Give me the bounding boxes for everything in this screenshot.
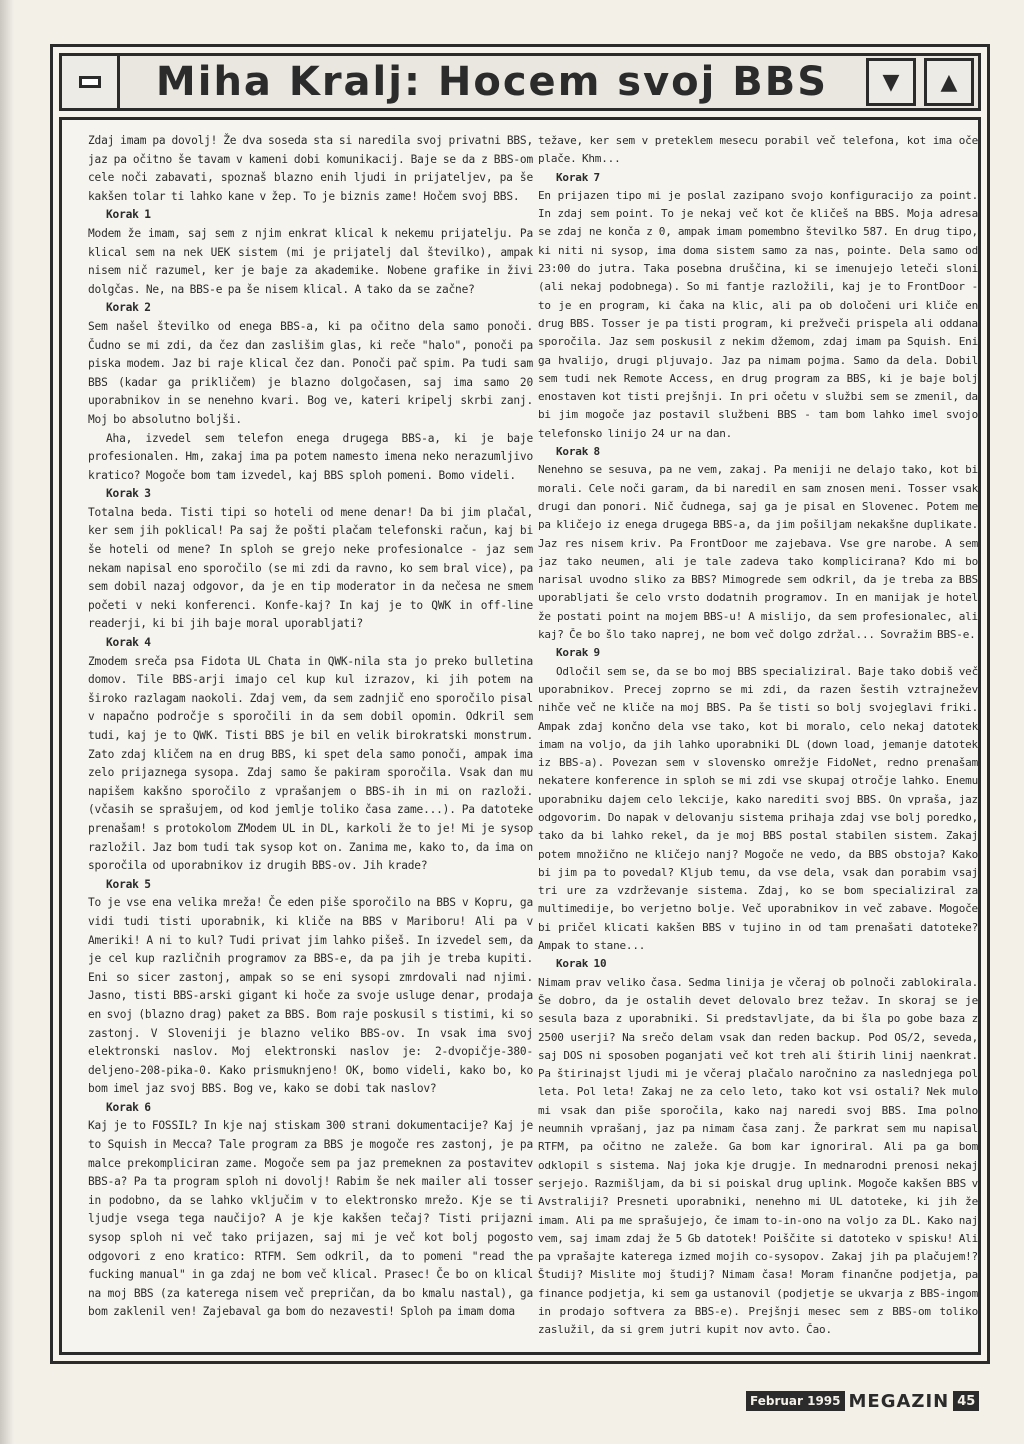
section-heading: Korak 3 [106, 487, 151, 501]
article-column-right [538, 132, 978, 1340]
triangle-down-icon: ▼ [882, 69, 900, 95]
page-footer [746, 1391, 979, 1411]
triangle-up-icon: ▲ [940, 69, 958, 95]
section-heading: Korak 7 [556, 170, 600, 184]
article-paragraph: Zdaj imam pa dovolj! Že dva soseda sta si naredila svoj privatni BBS, jaz pa očitno še tavam v kameni dobi komunikacij. Baje se da z BBS-om cele noči zabavati, spoznaš blazno enih ljudi in prijateljev, pa še kakšen tolar ti lahko kane v žep. To je biznis zame! Hočem svoj BBS. [88, 134, 533, 203]
section-heading: Korak 4 [106, 636, 151, 650]
page-edge-shadow [0, 0, 14, 1444]
article-paragraph: Totalna beda. Tisti tipi so hoteli od mene denar! Da bi jim plačal, ker sem jih poklical! Pa saj že pošti plačam telefonski račun, kaj bi še hoteli od mene? In sploh se grejo neke profesionalce - jaz sem nekam napisal eno sporočilo (se mi zdi da ravno, ko sem bral vice), pa sem dobil nazaj odgovor, da je en tip moderator in da nečesa ne smem početi v neki konferenci. Konfe-kaj? In kaj je to QWK in off-line readerji, ki bi jih baje moral uporabljati? [88, 505, 533, 631]
section-heading: Korak 9 [556, 646, 600, 660]
article-paragraph: Modem že imam, saj sem z njim enkrat klical k nekemu prijatelju. Pa klical sem na nek UEK sistem (mi je prijatelj dal številko), ampak nisem nič razumel, ker je baje za akademike. Nobene grafike in živi dolgčas. Ne, na BBS-e pa še nisem klical. A tako da se začne? [88, 226, 533, 296]
article-paragraph: En prijazen tipo mi je poslal zazipano svojo konfiguracijo za point. In zdaj sem point. To je nekaj več kot če kličeš na BBS. Moja adresa se zdaj ne konča z 0, ampak imam pomembno številko 587. En drug tipo, ki niti ni sysop, ima doma sistem samo za nas, pointe. Dela samo od 23:00 do jutra. Taka posebna druščina, ki se imenujejo leteči sloni (ali nekaj podobnega). So mi fantje razložili, kaj je to FrontDoor - to je en program, ki čaka na klic, ali pa ob določeni uri kliče en drug BBS. Tosser je pa tisti program, ki prežveči prispela ali oddana sporočila. Jaz sem poskusil z nekim džemom, zdaj imam pa Squish. Eni ga hvalijo, drugi pljuvajo. Jaz pa nimam pojma. Samo da dela. Dobil sem tudi nek Remote Access, en drug program za BBS, ki je baje bolj enostaven kot tisti prejšnji. In pri očetu v službi sem se zmenil, da bi jim mogoče jaz postavil službeni BBS - tam bom lahko imel svojo telefonsko linijo 24 ur na dan. [538, 188, 978, 440]
article-paragraph: Odločil sem se, da se bo moj BBS specializiral. Baje tako dobiš več uporabnikov. Precej zoprno se mi zdi, da razen šestih vztrajnežev nihče več ne kliče na moj BBS. Pa še tisti so bolj svojeglavi friki. Ampak zdaj končno dela vse tako, kot bi moralo, celo nekaj datotek imam na voljo, da jih lahko uporabniki DL (down load, jemanje datotek iz BBS-a). Povezan sem v slovensko omrežje FidoNet, redno prenašam nekatere konference in sploh se mi zdi vse skupaj otročje lahko. Enemu uporabniku dajem celo lekcije, kako narediti svoj BBS. On vpraša, jaz odgovorim. Do napak v delovanju sistema prihaja zdaj vse bolj poredko, tako da bi lahko rekel, da je moj BBS postal stabilen sistem. Zakaj potem množično ne kličejo nanj? Mogoče ne vedo, da BBS obstoja? Kako bi jim pa to povedal? Kljub temu, da vse dela, vsak dan porabim vsaj tri ure za vzdrževanje sistema. Zdaj, ko se bom specializiral za multimedije, bo verjetno bolje. Več uporabnikov in več zabave. Mogoče bi pričel klicati kakšen BBS v tujino in od tam prenašati datoteke? Ampak to stane... [538, 664, 978, 953]
article-paragraph: težave, ker sem v preteklem mesecu porabil več telefona, kot ima oče plače. Khm... [538, 134, 978, 166]
section-heading: Korak 5 [106, 877, 151, 891]
article-paragraph: Kaj je to FOSSIL? In kje naj stiskam 300 strani dokumentacije? Kaj je to Squish in Mecca? Tale program za BBS je mogoče res zastonj, je pa malce prekompliciran zame. Mogoče sem pa jaz premeknen za postavitev BBS-a? Pa ta program sploh ni dovolj! Rabim še nek mailer ali tosser in podobno, da se lahko vključim v to elektronsko mrežo. Kje se ti ljudje vsega tega naučijo? A je kje kakšen tečaj? Tisti prijazni sysop sploh ni več tako prijazen, saj mi je več kot bolj pogosto odgovori z eno kratico: RTFM. Sem odkril, da to pomeni "read the fucking manual" in ga zdaj ne bom več klical. Prasec! Če bo on klical na moj BBS (za katerega nisem več prepričan, da bo kmalu nastal), ga bom zaklenil ven! Zajebaval ga bom do nezavesti! Sploh pa imam doma [88, 1119, 533, 1319]
minimize-button[interactable] [866, 58, 916, 106]
minus-bar-icon [79, 76, 101, 88]
section-heading: Korak 1 [106, 208, 151, 222]
article-window [50, 44, 990, 1364]
article-paragraph: Aha, izvedel sem telefon enega drugega BBS-a, ki je baje profesionalen. Hm, zakaj ima pa potem namesto imena neko nerazumljivo kratico? Mogoče bom tam izvedel, kaj BBS sploh pomeni. Bomo videli. [88, 431, 533, 482]
magazine-logo: MEGAZIN [848, 1390, 950, 1412]
page-number: 45 [953, 1391, 979, 1411]
article-body [59, 117, 981, 1355]
title-bar [59, 53, 981, 111]
article-column-left [88, 132, 533, 1322]
article-paragraph: Nenehno se sesuva, pa ne vem, zakaj. Pa meniji ne delajo tako, kot bi morali. Cele noči garam, da bi naredil en sam znosen meni. Tosser vsak drugi dan ponori. Nič čudnega, saj ga je pisal en Slovenec. Potem me pa kličejo iz enega drugega BBS-a, da jim pošiljam nekakšne duplikate. Jaz res nisem kriv. Pa FrontDoor me zajebava. Vse gre narobe. A sem jaz tako neumen, ali je tale zadeva tako komplicirana? Kdo mi bo narisal uvodno sliko za BBS? Mimogrede sem odkril, da je treba za BBS uporabljati še celo vrsto dodatnih programov. In en manijak je hotel že postati point na mojem BBS-u! A mislijo, da sem profesionalec, ali kaj? Če bo šlo tako naprej, ne bom več dolgo zdržal... Sovražim BBS-e. [538, 463, 978, 642]
section-heading: Korak 10 [556, 957, 607, 971]
maximize-button[interactable] [924, 58, 974, 106]
article-paragraph: To je vse ena velika mreža! Če eden piše sporočilo na BBS v Kopru, ga vidi tudi tisti uporabnik, ki kliče na BBS v Mariboru! Ali pa v Ameriki! A ni to kul? Tudi privat jim lahko pišeš. In izvedel sem, da je cel kup različnih programov za BBS-e, da pa jih je treba kupiti. Eni so sicer zastonj, ampak so se eni sysopi zmrdovali nad njimi. Jasno, tisti BBS-arski gigant ki hoče za svoje usluge denar, prodaja en svoj (blazno drag) paket za BBS. Bom raje poskusil s tistimi, ki so zastonj. V Sloveniji je blazno veliko BBS-ov. In vsak ima svoj elektronski naslov. Moj elektronski naslov je: 2-dvopičje-380-deljeno-208-pika-0. Kako prismuknjeno! OK, bomo videli, kako bo, ko bom imel jaz svoj BBS. Bog ve, kako se dobi tak naslov? [88, 896, 533, 1096]
issue-date: Februar 1995 [746, 1391, 845, 1411]
system-menu-button[interactable] [62, 56, 120, 108]
article-paragraph: Nimam prav veliko časa. Sedma linija je včeraj ob polnoči zablokirala. Še dobro, da je ostalih devet delovalo brez težav. In skoraj se je sesula baza z uporabniki. Si predstavljate, da bi šla po gobe baza z 2500 userji? Na srečo delam vsak dan reden backup. Pod OS/2, seveda, saj DOS ni sposoben poganjati več kot treh ali štirih linij naenkrat. Pa štirinajst ljudi mi je včeraj plačalo naročnino za naslednjega pol leta. Pol leta! Zakaj ne za celo leto, tako kot vsi ostali? Nek mulo mi vsak dan piše sporočila, kako naj naredi svoj BBS. Ima polno neumnih vprašanj, jaz pa nimam časa zanj. Že parkrat sem mu napisal RTFM, pa očitno ne zaleže. Ga bom kar ignoriral. Ali pa ga bom odklopil s sistema. Naj joka kje drugje. In mednarodni prenosi nekaj serjejo. Razmišljam, da bi si poiskal drug uplink. Mogoče kakšen BBS v Avstraliji? Presneti uporabniki, nenehno mi UL datoteke, ki jih že imam. Ali pa me sprašujejo, če imam to-in-ono na voljo za DL. Kako naj vem, saj imam zdaj že 5 Gb datotek! Poiščite si datoteko v spisku! Ali pa vprašajte katerega izmed mojih co-sysopov. Zakaj jih pa plačujem!? Študij? Mislite moj študij? Nimam časa! Moram finančne podjetja, pa finance podjetja, ki sem ga ustanovil (podjetje se ukvarja z BBS-ingom in prodajo softvera za BBS-e). Prejšnji mesec sem z BBS-om toliko zaslužil, da si grem jutri kupit nov avto. Čao. [538, 975, 978, 1337]
article-paragraph: Sem našel številko od enega BBS-a, ki pa očitno dela samo ponoči. Čudno se mi zdi, da čez dan zaslišim glas, ki reče "halo", ponoči pa piska modem. Jaz bi raje klical čez dan. Ponoči pač spim. Pa tudi sam BBS (kadar ga prikličem) je blazno dolgočasen, saj ima samo 20 uporabnikov in se nenehno kvari. Bog ve, kateri kripelj skrbi zanj. Moj bo absolutno boljši. [88, 319, 533, 426]
section-heading: Korak 8 [556, 445, 600, 459]
section-heading: Korak 2 [106, 301, 151, 315]
window-title: Miha Kralj: Hocem svoj BBS [155, 59, 829, 105]
section-heading: Korak 6 [106, 1100, 151, 1114]
article-paragraph: Zmodem sreča psa Fidota UL Chata in QWK-nila sta jo preko bulletina domov. Tile BBS-arji imajo cel kup kul izrazov, ki jih potem na široko razlagam naokoli. Zdaj vem, da sem zadnjič eno sporočilo pisal v napačno področje s sporočili in da sem dobil opomin. Odkril sem tudi, kaj je to QWK. Tisti BBS je bil en velik birokratski monstrum. Zato zdaj kličem na en drug BBS, ki spet dela samo ponoči, ampak ima zelo prijaznega sysopa. Zdaj samo še pakiram sporočila. Vsak dan mu napišem kakšno sporočilo z vprašanjem o BBS-ih in mi on razloži. (včasih se sprašujem, od kod jemlje toliko časa zame...). Pa datoteke prenašam! s protokolom ZModem UL in DL, karkoli že to je! Mi je sysop razložil. Jaz bom tudi tak sysop kot on. Zanima me, kako to, da ima on sporočila od uporabnikov iz drugih BBS-ov. Jih krade? [88, 654, 533, 873]
